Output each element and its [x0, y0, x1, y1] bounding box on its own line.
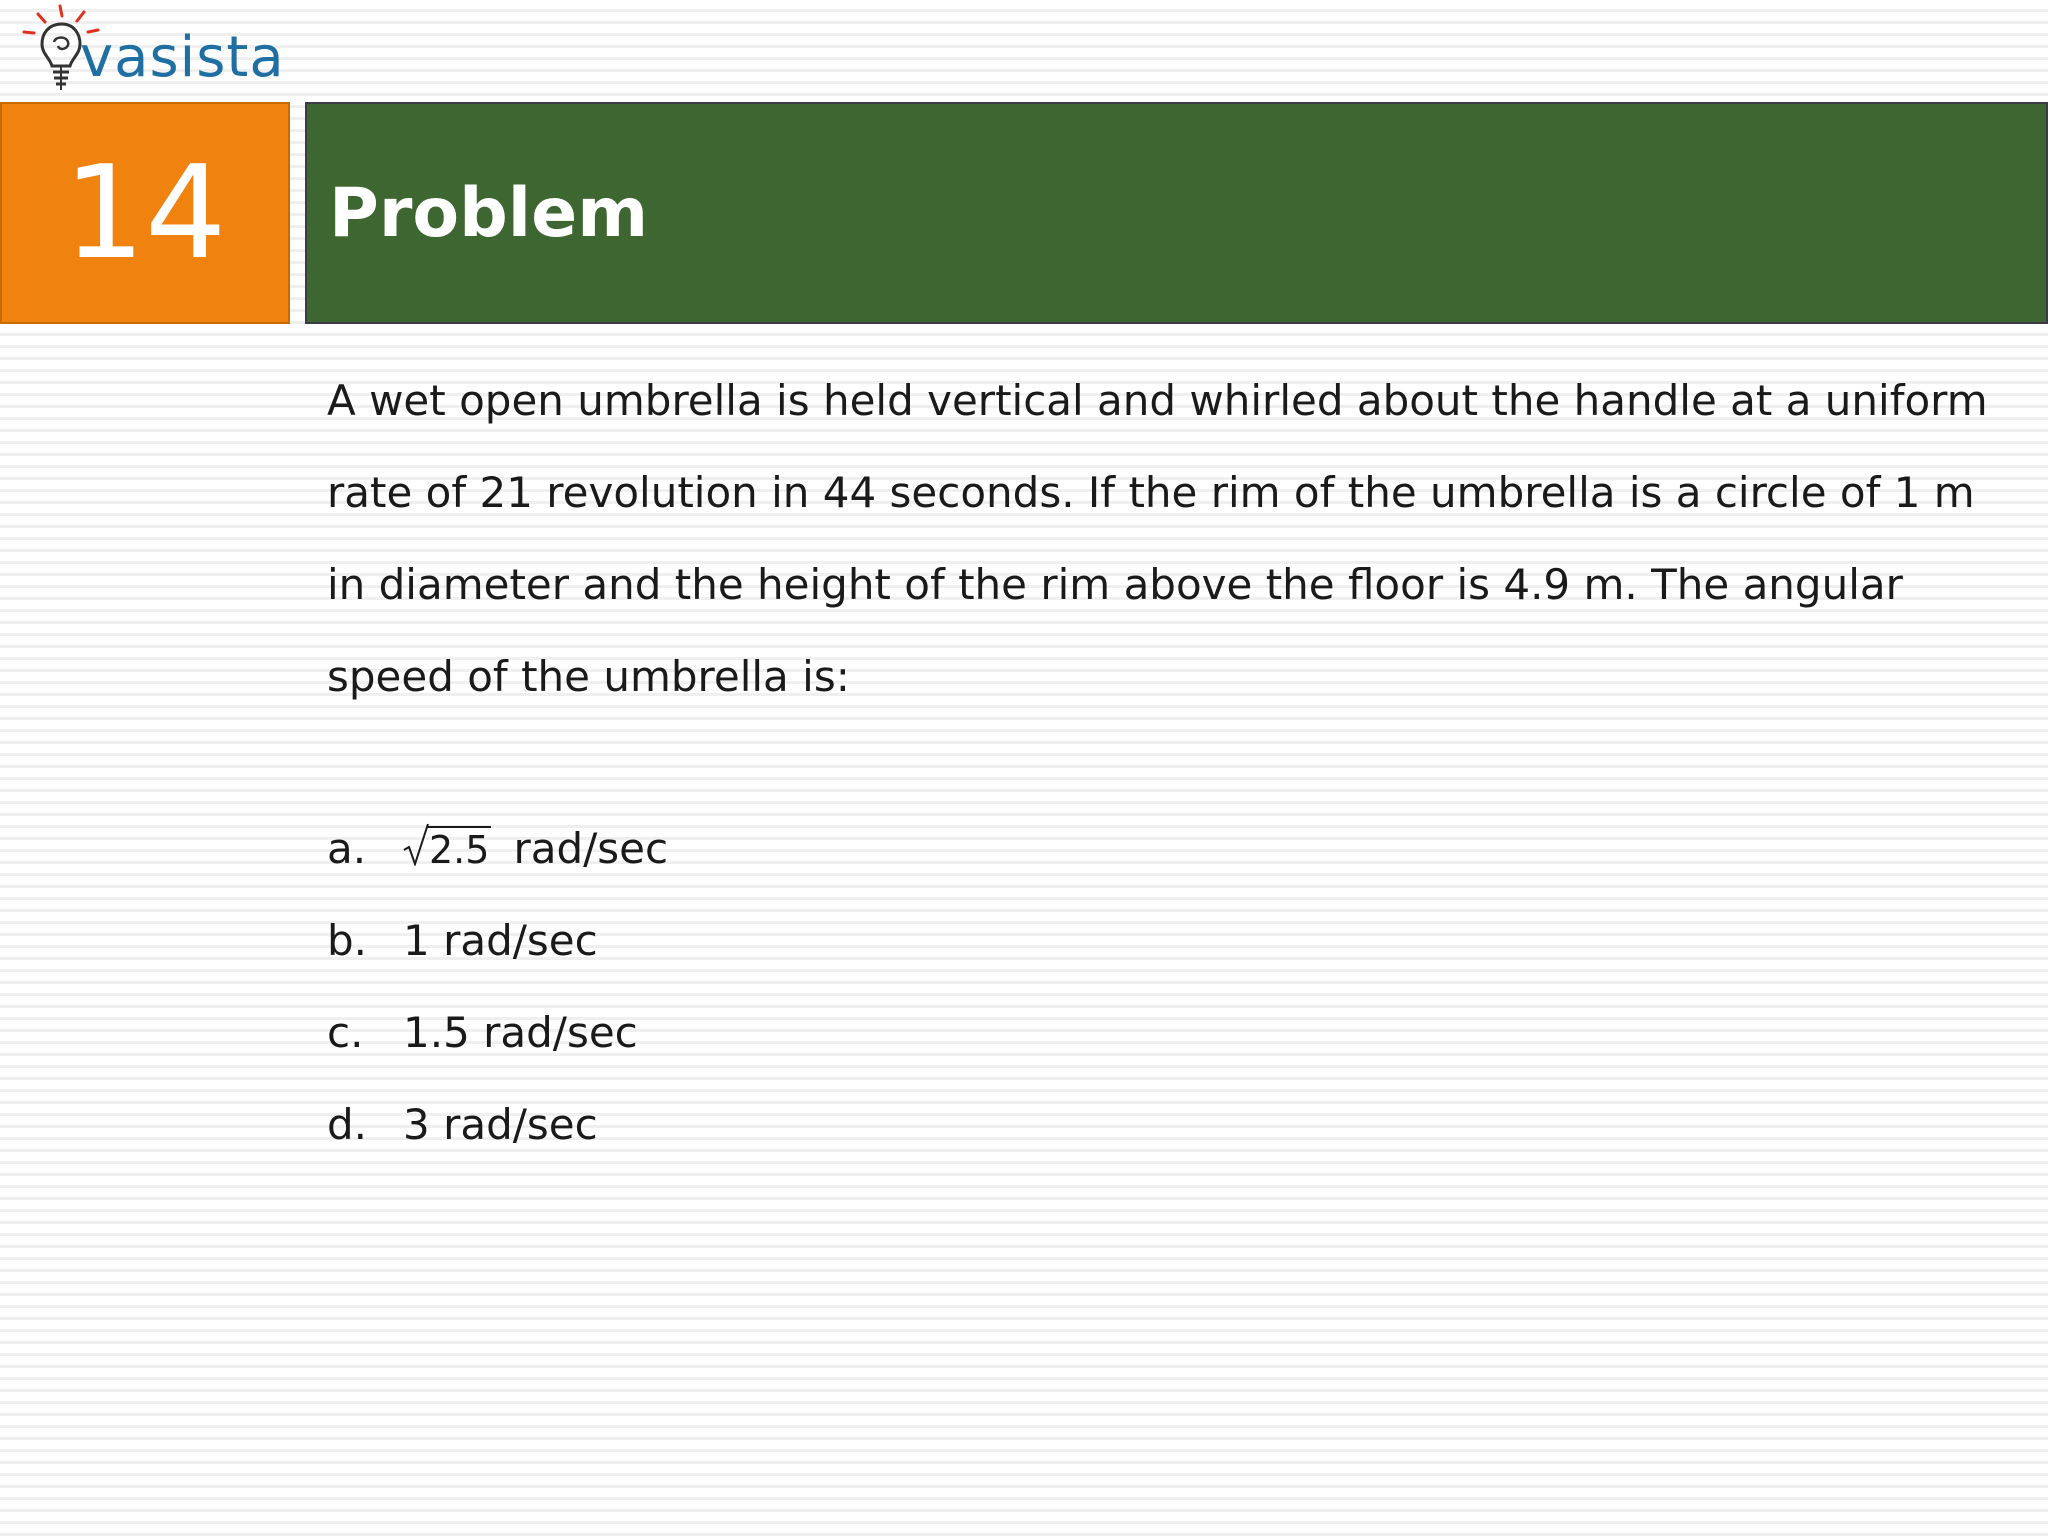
square-root-sign-icon — [403, 822, 429, 866]
option-text: 1 rad/sec — [403, 916, 598, 965]
option-unit: rad/sec — [513, 824, 669, 873]
option-text: 3 rad/sec — [403, 1100, 598, 1149]
square-root-expression — [403, 804, 491, 896]
option-b — [327, 895, 1527, 987]
brand-name: vasista — [80, 25, 285, 90]
slide-number-box — [0, 102, 290, 324]
slide-number: 14 — [63, 139, 227, 288]
option-a — [327, 803, 1527, 895]
option-letter: c. — [327, 1008, 364, 1057]
option-letter: a. — [327, 824, 367, 873]
option-d — [327, 1079, 1527, 1171]
option-c — [327, 987, 1527, 1079]
question-text: A wet open umbrella is held vertical and whirled about the handle at a uniform rate of 21 revolution in 44 seconds. If the rim of the umbrella is a circle of 1 m in diameter and the height of the rim above the floor is 4.9 m. The angular speed of the umbrella is: — [327, 376, 1988, 701]
answer-options — [327, 803, 1527, 1171]
slide-title: Problem — [329, 174, 649, 253]
title-bar — [305, 102, 2048, 324]
option-text: 1.5 rad/sec — [403, 1008, 638, 1057]
option-letter: b. — [327, 916, 368, 965]
option-letter: d. — [327, 1100, 368, 1149]
vasista-logo — [20, 2, 290, 98]
radicand: 2.5 — [429, 828, 490, 872]
